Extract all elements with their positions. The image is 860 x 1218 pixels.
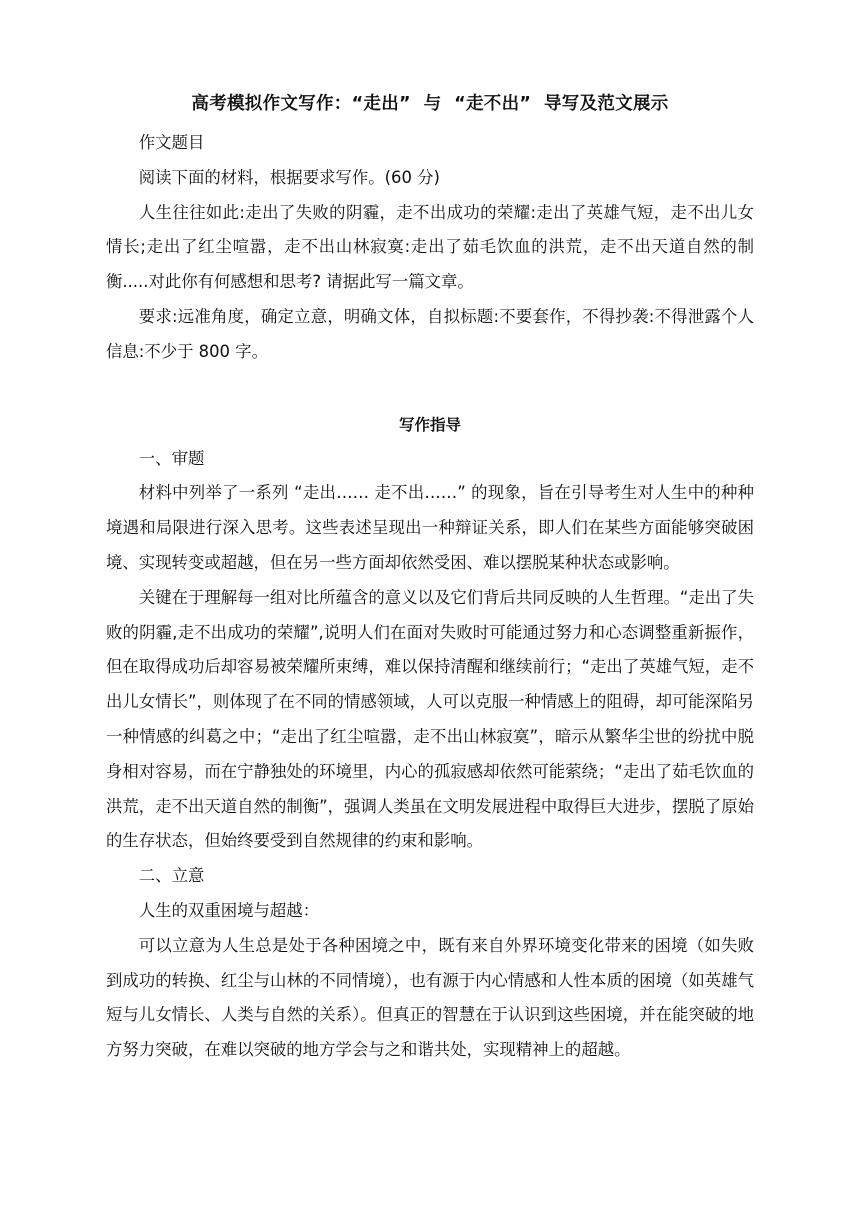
section2-paragraph-1: 可以立意为人生总是处于各种困境之中，既有来自外界环境变化带来的困境（如失败到成功的转换、红尘与山林的不同情境），也有源于内心情感和人性本质的困境（如英雄气短与儿女情长、人类与自然的关系）。但真正的智慧在于认识到这些困境，并在能突破的地方努力突破，在难以突破的地方学会与之和谐共处，实现精神上的超越。 (106, 935, 754, 1060)
section-spacer (106, 370, 754, 408)
section1-heading: 一、审题 (138, 448, 205, 468)
instruction-text: 阅读下面的材料，根据要求写作。(60 分) (138, 167, 440, 187)
prompt-heading: 作文题目 (138, 133, 205, 152)
guide-heading: 写作指导 (398, 415, 461, 434)
section1-paragraph-1: 材料中列举了一系列 “走出…… 走不出……” 的现象，旨在引导考生对人生中的种种境遇和局限进行深入思考。这些表述呈现出一种辩证关系，即人们在某些方面能够突破困境、实现转变或超越，但在另一些方面却依然受困、难以摆脱某种状态或影响。 (106, 483, 754, 572)
document-body (106, 88, 754, 1068)
section2-heading: 二、立意 (138, 866, 205, 886)
section2-subheading: 人生的双重困境与超越： (138, 900, 320, 920)
requirements-paragraph: 要求:远准角度，确定立意，明确文体，自拟标题:不要套作，不得抄袭:不得泄露个人信息:不少于 800 字。 (106, 306, 754, 361)
section1-paragraph-2: 关键在于理解每一组对比所蕴含的意义以及它们背后共同反映的人生哲理。“走出了失败的阴霾,走不出成功的荣耀”,说明人们在面对失败时可能通过努力和心态调整重新振作，但在取得成功后却容易被荣耀所束缚，难以保持清醒和继续前行；“走出了英雄气短，走不出儿女情长”，则体现了在不同的情感领域，人可以克服一种情感上的阻碍，却可能深陷另一种情感的纠葛之中；“走出了红尘喧嚣，走不出山林寂寞”，暗示从繁华尘世的纷扰中脱身相对容易，而在宁静独处的环境里，内心的孤寂感却依然可能萦绕；“走出了茹毛饮血的洪荒，走不出天道自然的制衡”，强调人类虽在文明发展进程中取得巨大进步，摆脱了原始的生存状态，但始终要受到自然规律的约束和影响。 (106, 587, 754, 851)
page-title: 高考模拟作文写作：“走出” 与 “走不出” 导写及范文展示 (191, 94, 669, 114)
material-paragraph: 人生往往如此:走出了失败的阴霾，走不出成功的荣耀:走出了英雄气短，走不出儿女情长;走出了红尘喧嚣，走不出山林寂寞:走出了茹毛饮血的洪荒，走不出天道自然的制衡.....对此你有何感想和思考? 请据此写一篇文章。 (106, 202, 754, 292)
